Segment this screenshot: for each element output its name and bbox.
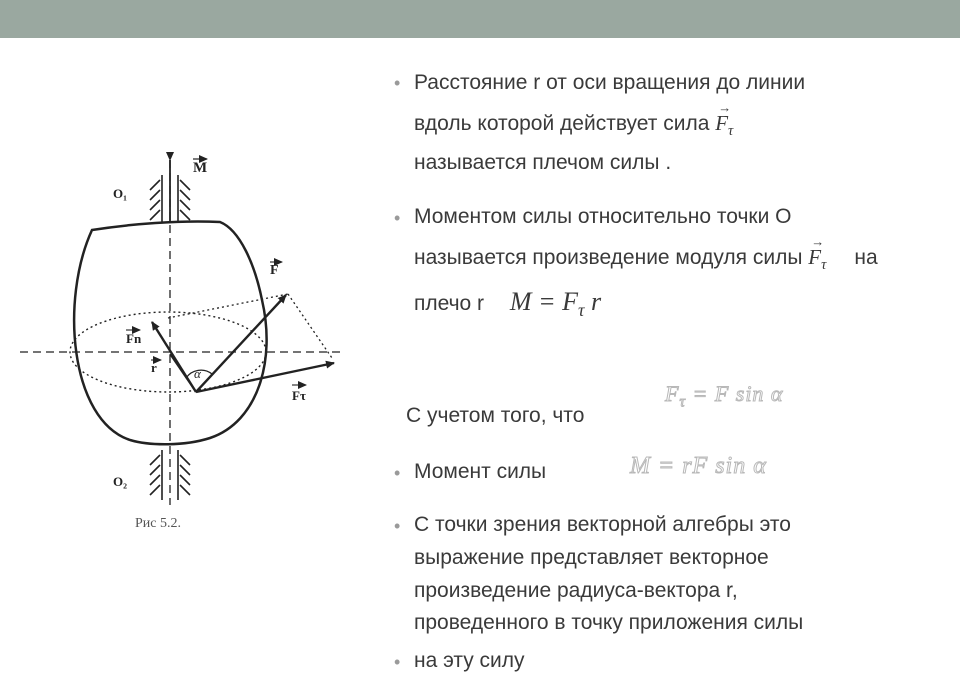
label-alpha: α [194, 366, 201, 381]
vector-F-tau-symbol-2: → $F_\tau$ [808, 234, 827, 274]
vector-F-tau-symbol: → $F_\tau$ [715, 100, 734, 140]
label-F: F [270, 263, 279, 278]
figure-drawing [0, 38, 390, 598]
label-Fn: Fn [126, 331, 142, 346]
p2-line2-end: на [854, 246, 878, 269]
p2-line2 [414, 234, 878, 274]
figure-caption: Рис 5.2. [135, 516, 181, 531]
label-r: r [151, 360, 157, 375]
p1-line2-text: вдоль которой действует сила [414, 112, 716, 135]
p1-line2 [414, 100, 734, 140]
bullet-2: • [394, 208, 401, 228]
vector-F [196, 295, 286, 392]
title-bar [0, 0, 960, 38]
p2-line3 [414, 287, 601, 321]
p4-line3: произведение радиуса-вектора r, [414, 579, 738, 602]
label-O2: O₂ [113, 474, 128, 489]
bullet-5: • [394, 652, 401, 672]
p2-line3-text: плечо r [414, 292, 485, 315]
p1-line3: называется плечом силы . [414, 151, 672, 174]
p4-line1: С точки зрения векторной алгебры это [414, 513, 791, 536]
p1-line1: Расстояние r от оси вращения до линии [414, 71, 806, 94]
moment-line: Момент силы [414, 460, 547, 483]
label-Ftau: Fτ [292, 388, 306, 403]
rotation-figure [0, 38, 390, 598]
p4-line4: проведенного в точку приложения силы [414, 611, 804, 634]
p2-line1: Моментом силы относительно точки О [414, 205, 792, 228]
bullet-3: • [394, 463, 401, 483]
p4-line2: выражение представляет векторное [414, 546, 769, 569]
considering-line: С учетом того, что [406, 404, 585, 427]
bullet-1: • [394, 73, 401, 93]
formula-ftau: $F_\tau = F$ sin α [665, 381, 784, 411]
label-O1: O₁ [113, 186, 128, 201]
p5-line1: на эту силу [414, 649, 525, 672]
label-M: M [193, 160, 208, 176]
formula-moment-def: $M = F_\tau$ r [509, 287, 602, 321]
p2-line2-text: называется произведение модуля силы [414, 246, 809, 269]
bullet-4: • [394, 516, 401, 536]
formula-moment: M = rF sin α [630, 453, 767, 479]
